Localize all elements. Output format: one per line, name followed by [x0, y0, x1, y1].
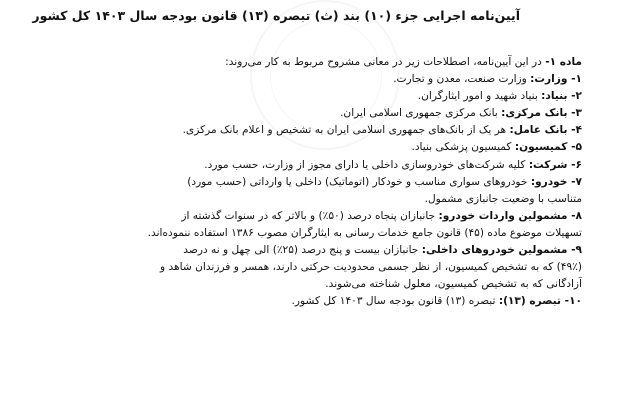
definition-domestic-eligible-cont: [82, 259, 582, 276]
definition-ministry: [82, 71, 582, 88]
line-text: هر یک از بانک‌های جمهوری اسلامی ایران به تشخیص و اعلام بانک مرکزی.: [182, 124, 510, 137]
line-label: ۴- بانک عامل:: [509, 124, 582, 137]
definition-vehicle: [82, 174, 582, 191]
line-label: ۶- شرکت:: [528, 158, 582, 171]
line-label: ۳- بانک مرکزی:: [501, 107, 582, 120]
definition-import-eligible: [82, 208, 582, 225]
line-text: (۴۹٪) که به تشخیص کمیسیون، از نظر جسمی محدودیت حرکتی دارند، همسر و فرزندان شاهد و: [160, 261, 582, 274]
line-label: ۱- وزارت:: [530, 73, 582, 86]
line-label: ۲- بنیاد:: [541, 90, 582, 103]
line-label: ۷- خودرو:: [530, 175, 582, 188]
definition-foundation: [82, 88, 582, 105]
line-text: تبصره (۱۳) قانون بودجه سال ۱۴۰۳ کل کشور.: [291, 295, 499, 308]
article-1-intro: [82, 54, 582, 71]
definition-company: [82, 157, 582, 174]
line-text: خودروهای سواری مناسب و خودکار (اتوماتیک) داخلی یا وارداتی (حسب مورد): [187, 175, 531, 188]
article-body: [82, 54, 582, 310]
definition-note-13: [82, 293, 582, 310]
line-text: جانبازان بیست و پنج درصد (۲۵٪) الی چهل و نه درصد: [183, 244, 422, 257]
definition-central-bank: [82, 105, 582, 122]
line-text: بنیاد شهید و امور ایثارگران.: [417, 90, 542, 103]
line-label: ۹- مشمولین خودروهای داخلی:: [421, 244, 582, 257]
line-text: کلیه شرکت‌های خودروسازی داخلی یا دارای مجوز از وزارت، حسب مورد.: [204, 158, 529, 171]
line-label: ۵- کمیسیون:: [514, 141, 582, 154]
definition-commission: [82, 139, 582, 156]
line-text: در این آیین‌نامه، اصطلاحات زیر در معانی مشروح مربوط به کار می‌روند:: [225, 56, 546, 68]
line-text: تسهیلات موضوع ماده (۴۵) قانون جامع خدمات رسانی به ایثارگران مصوب ۱۳۸۶ استفاده ننموده‌اند.: [147, 226, 582, 239]
definition-import-eligible-cont: [82, 225, 582, 242]
line-label: ۸- مشمولین واردات خودرو:: [438, 209, 582, 222]
line-text: آزادگانی که به تشخیص کمیسیون، معلول شناخته می‌شوند.: [325, 278, 582, 291]
definition-vehicle-cont: [82, 191, 582, 208]
line-label: ۱۰- تبصره (۱۳):: [498, 295, 582, 308]
definition-domestic-eligible: [82, 242, 582, 259]
line-text: بانک مرکزی جمهوری اسلامی ایران.: [340, 107, 502, 120]
definition-agent-bank: [82, 122, 582, 139]
document-title: آیین‌نامه اجرایی جزء (۱۰) بند (ث) تبصره (۱۳) قانون بودجه سال ۱۴۰۳ کل کشور: [32, 8, 520, 23]
line-text: جانبازان پنجاه درصد (۵۰٪) و بالاتر که در سنوات گذشته از: [181, 209, 439, 222]
line-text: متناسب با وضعیت جانبازی مشمول.: [424, 192, 582, 205]
line-label: ماده ۱-: [545, 56, 582, 68]
line-text: کمیسیون پزشکی بنیاد.: [411, 141, 515, 154]
definition-domestic-eligible-cont2: [82, 276, 582, 293]
line-text: وزارت صنعت، معدن و تجارت.: [393, 73, 531, 86]
